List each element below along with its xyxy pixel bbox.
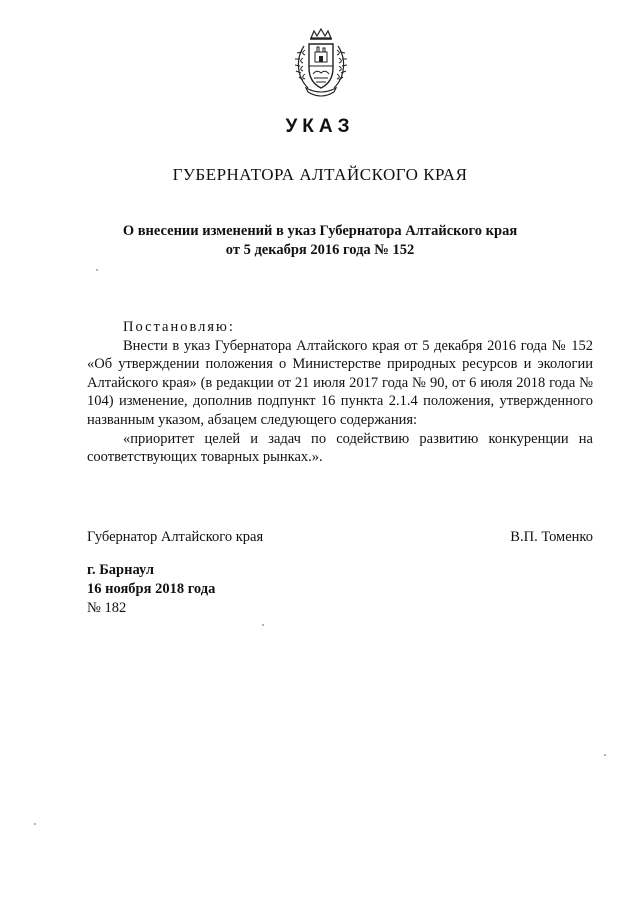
document-body bbox=[87, 318, 593, 467]
body-paragraph-2: «приоритет целей и задач по содействию развитию конкуренции на соответствующих товарных рынках.». bbox=[87, 430, 593, 466]
signatory-position: Губернатор Алтайского края bbox=[87, 529, 264, 545]
scan-speck bbox=[96, 269, 98, 271]
scan-speck bbox=[34, 823, 36, 825]
decree-word: Постановляю: bbox=[123, 319, 235, 335]
body-paragraph-1: Внести в указ Губернатора Алтайского края от 5 декабря 2016 года № 152 «Об утверждении положения о Министерстве природных ресурсов и экологии Алтайского края» (в редакции от 21 июля 2017 года № 90, от 6 июля 2018 года № 104) изменение, дополнив подпункт 16 пункта 2.1.4 положения, утвержденного названным указом, абзацем следующего содержания: bbox=[87, 337, 593, 428]
coat-of-arms-icon bbox=[290, 28, 352, 100]
place: г. Барнаул bbox=[87, 562, 154, 578]
scan-speck bbox=[604, 754, 606, 756]
date: 16 ноября 2018 года bbox=[87, 581, 216, 597]
issuer-title: ГУБЕРНАТОРА АЛТАЙСКОГО КРАЯ bbox=[172, 165, 468, 184]
document-type: УКАЗ bbox=[285, 116, 355, 137]
document-title bbox=[0, 222, 640, 260]
signatory-name: В.П. Томенко bbox=[510, 529, 593, 545]
signature-block bbox=[87, 529, 593, 546]
scan-speck bbox=[262, 624, 264, 626]
document-title-line-1: О внесении изменений в указ Губернатора Алтайского края bbox=[122, 223, 518, 239]
document-title-line-2: от 5 декабря 2016 года № 152 bbox=[225, 242, 415, 258]
place-date-block bbox=[87, 561, 215, 618]
document-number: № 182 bbox=[87, 600, 127, 616]
